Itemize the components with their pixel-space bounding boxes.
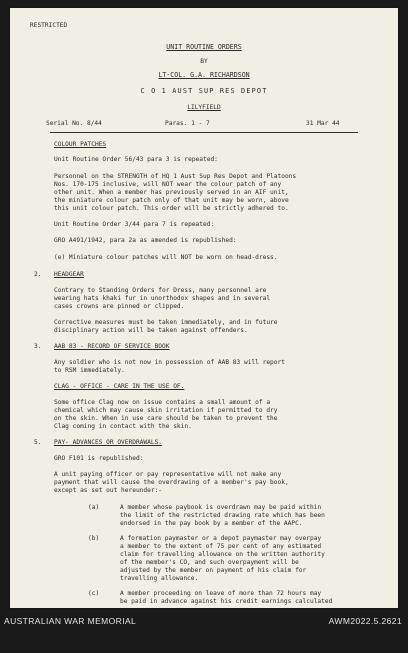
section-number: 5. <box>34 439 42 446</box>
location: LILYFIELD <box>187 104 221 111</box>
body-line: Nos. 170-175 inclusive, will NOT wear the colour patch of any <box>54 181 282 188</box>
restricted-stamp: RESTRICTED <box>30 22 68 29</box>
body-line: Clag coming in contact with the skin. <box>54 423 192 430</box>
body-line: Unit Routine Order 56/43 para 3 is repeated: <box>54 156 218 163</box>
body-line: Personnel on the STRENGTH of HQ 1 Aust Sup Res Depot and Platoons <box>54 173 297 180</box>
item-line: the limit of the restricted drawing rate which has been <box>120 512 325 519</box>
body-line: wearing hats khaki fur in unorthodox shapes and in several <box>54 295 271 302</box>
serial-number: Serial No. 8/44 <box>46 120 102 127</box>
body-line: disciplinary action will be taken against offenders. <box>54 327 248 334</box>
body-line: Contrary to Standing Orders for Dress, many personnel are <box>54 287 267 294</box>
document-page <box>10 8 398 608</box>
section-heading: COLOUR PATCHES <box>54 141 107 148</box>
body-line: Corrective measures must be taken immediately, and in future <box>54 319 278 326</box>
body-line: chemical which may cause skin irritation if permitted to dry <box>54 407 278 414</box>
item-label: (c) <box>88 590 100 597</box>
body-line: GRO F101 is republished: <box>54 455 144 462</box>
body-line: GRO A491/1942, para 2a as amended is republished: <box>54 237 237 244</box>
body-line: Any soldier who is not now in possession of AAB 83 will report <box>54 359 285 366</box>
item-line: A member proceeding on leave of more than 72 hours may <box>120 590 322 597</box>
officer-name: LT-COL. G.A. RICHARDSON <box>158 71 250 79</box>
section-number: 3. <box>34 343 42 350</box>
section-number: 2. <box>34 271 42 278</box>
item-line: claim for travelling allowance on the written authority <box>120 551 325 558</box>
item-line: A member whose paybook is overdrawn may be paid within <box>120 504 322 511</box>
item-label: (b) <box>88 535 100 542</box>
paras-range: Paras. 1 - 7 <box>165 120 210 127</box>
item-line: endorsed in the pay book by a member of the AAPC. <box>120 520 303 527</box>
section-heading: HEADGEAR <box>54 271 84 278</box>
item-line: be paid in advance against his credit earnings calculated <box>120 598 333 605</box>
body-line: this unit colour patch. This order will be strictly adhered to. <box>54 205 289 212</box>
item-line: a member to the extent of 75 per cent of any estimated <box>120 543 322 550</box>
section-heading: AAB 83 - RECORD OF SERVICE BOOK <box>54 343 170 350</box>
body-line: A unit paying officer or pay representative will not make any <box>54 471 282 478</box>
body-line: except as set out hereunder:- <box>54 487 163 494</box>
order-date: 31 Mar 44 <box>306 120 340 127</box>
item-label: (a) <box>88 504 100 511</box>
body-line: the miniature colour patch only of that unit may be worn, above <box>54 197 289 204</box>
body-line: (e) Miniature colour patches will NOT be worn on head-dress. <box>54 254 278 261</box>
section-heading: CLAG - OFFICE - CARE IN THE USE OF. <box>54 383 185 390</box>
body-line: cases crowns are pinned or clipped. <box>54 303 185 310</box>
body-line: other unit. When a member has previously served in an AIF unit, <box>54 189 289 196</box>
body-line: payment that will cause the overdrawing of a member's pay book, <box>54 479 289 486</box>
body-line: to RSM immediately. <box>54 367 125 374</box>
footer-accession-number: AWM2022.5.2621 <box>328 616 402 626</box>
section-heading: PAY- ADVANCES OR OVERDRAWALS. <box>54 439 163 446</box>
by-line: BY <box>200 58 208 65</box>
body-line: on the skin. When in use care should be taken to prevent the <box>54 415 278 422</box>
header-divider <box>50 132 358 133</box>
document-title: UNIT ROUTINE ORDERS <box>166 43 242 51</box>
item-line: adjusted by the member on payment of his claim for <box>120 567 307 574</box>
unit-name: C O 1 AUST SUP RES DEPOT <box>140 87 268 95</box>
item-line: A formation paymaster or a depot paymaster may overpay <box>120 535 322 542</box>
body-line: Some office Clag now on issue contains a small amount of a <box>54 399 271 406</box>
item-line: of the member's CO, and such overpayment will be <box>120 559 299 566</box>
footer-institution: AUSTRALIAN WAR MEMORIAL <box>4 616 137 626</box>
item-line: travelling allowance. <box>120 575 199 582</box>
body-line: Unit Routine Order 3/44 para 7 is repeated: <box>54 221 215 228</box>
